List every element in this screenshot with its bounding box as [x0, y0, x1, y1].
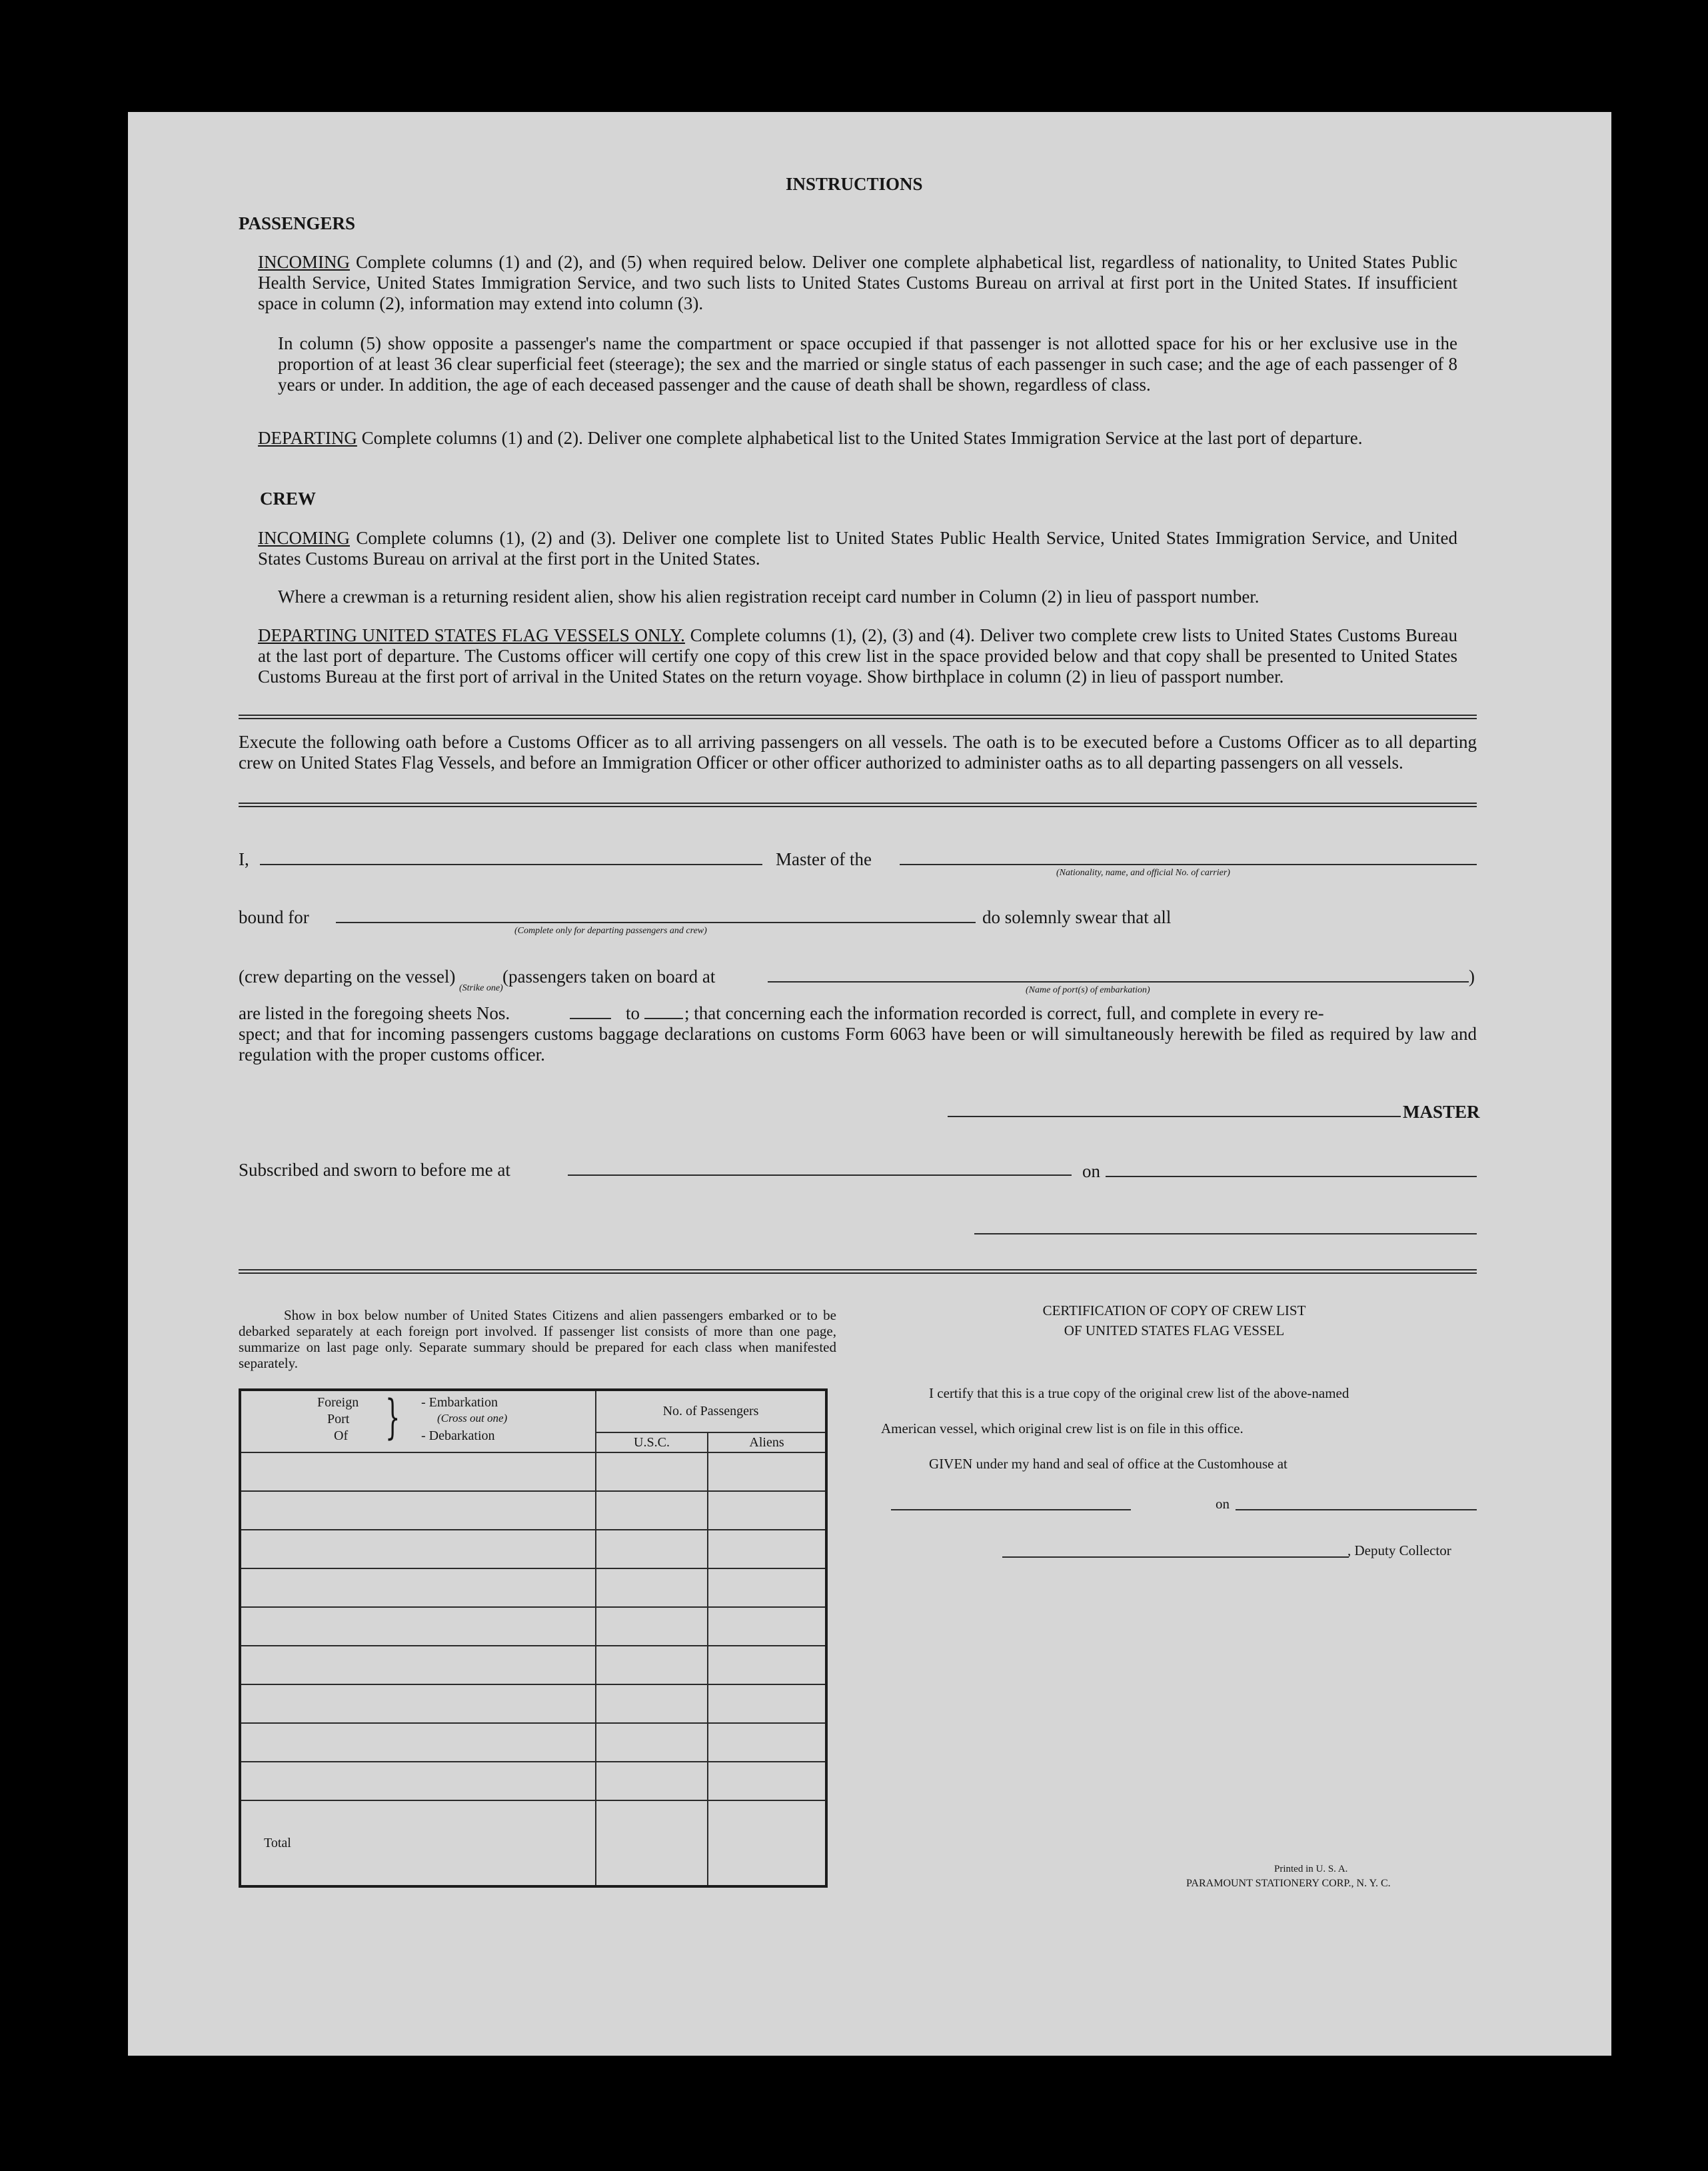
sworn-date-field[interactable]	[1106, 1176, 1477, 1177]
bound-for-field[interactable]	[336, 922, 976, 923]
strike-one-hint: (Strike one)	[459, 983, 503, 993]
debarkation-label: - Debarkation	[421, 1428, 495, 1443]
foreign-port-header	[240, 1390, 596, 1452]
master-name-field[interactable]	[260, 864, 762, 865]
sheets-label-c: ; that concerning each the information recorded is correct, full, and complete in every re-	[684, 1003, 1324, 1023]
aliens-cell[interactable]	[708, 1723, 826, 1762]
passengers-incoming-label: INCOMING	[258, 252, 350, 272]
passengers-departing-text: Complete columns (1) and (2). Deliver one complete alphabetical list to the United States Immigration Service at the last port of departure.	[361, 428, 1363, 448]
usc-cell[interactable]	[596, 1684, 708, 1723]
sheets-label-a: are listed in the foregoing sheets Nos.	[239, 1003, 510, 1023]
printer-name: PARAMOUNT STATIONERY CORP., N. Y. C.	[1186, 1878, 1391, 1889]
embarkation-label: - Embarkation	[421, 1395, 498, 1410]
sheets-text: spect; and that for incoming passengers customs baggage declarations on customs Form 6063 have been or will simultaneously herewith be filed as required by law and regulation with the proper customs officer.	[239, 1024, 1477, 1065]
passengers-departing-paragraph	[258, 428, 1457, 449]
ports-hint: (Name of port(s) of embarkation)	[1026, 985, 1150, 995]
passengers-column5-paragraph: In column (5) show opposite a passenger's name the compartment or space occupied if that passenger is not allotted space for his or her exclusive use in the proportion of at least 36 clear superficial feet (steerage); the sex and the married or single status of each passenger in such case; and the age of each passenger of 8 years or under. In addition, the age of each deceased passenger and the cause of death shall be shown, regardless of class.	[278, 333, 1457, 395]
certification-title-1: CERTIFICATION OF COPY OF CREW LIST	[1042, 1302, 1306, 1318]
passengers-heading: PASSENGERS	[239, 213, 356, 233]
cross-out-hint: (Cross out one)	[437, 1412, 508, 1424]
aliens-cell[interactable]	[708, 1607, 826, 1646]
aliens-cell[interactable]	[708, 1568, 826, 1607]
crew-departing-us-paragraph	[258, 625, 1457, 687]
certify-line-2: American vessel, which original crew list is on file in this office.	[881, 1420, 1244, 1436]
usc-header: U.S.C.	[596, 1432, 708, 1452]
sheets-from-field[interactable]	[570, 1018, 611, 1019]
aliens-cell[interactable]	[708, 1491, 826, 1530]
given-label: GIVEN under my hand and seal of office at the Customhouse at	[929, 1456, 1287, 1472]
sheets-to-field[interactable]	[644, 1018, 683, 1019]
customhouse-field[interactable]	[891, 1509, 1131, 1510]
aliens-total-cell[interactable]	[708, 1800, 826, 1886]
usc-cell[interactable]	[596, 1452, 708, 1491]
subscribed-label: Subscribed and sworn to before me at	[239, 1160, 510, 1180]
crew-incoming-label: INCOMING	[258, 528, 350, 548]
usc-cell[interactable]	[596, 1530, 708, 1568]
foreign-label: Foreign	[317, 1395, 359, 1410]
crew-incoming-paragraph	[258, 528, 1457, 569]
passengers-taken-option: (passengers taken on board at	[502, 967, 716, 987]
sheets-label-b: to	[626, 1003, 640, 1023]
aliens-cell[interactable]	[708, 1530, 826, 1568]
usc-cell[interactable]	[596, 1723, 708, 1762]
port-cell[interactable]	[240, 1723, 596, 1762]
no-of-passengers-header: No. of Passengers	[596, 1390, 826, 1432]
port-cell[interactable]	[240, 1684, 596, 1723]
sworn-on-label: on	[1082, 1161, 1100, 1181]
master-signature-field[interactable]	[948, 1116, 1401, 1117]
aliens-cell[interactable]	[708, 1452, 826, 1491]
carrier-hint: (Nationality, name, and official No. of carrier)	[1056, 868, 1230, 878]
aliens-cell[interactable]	[708, 1684, 826, 1723]
crew-departing-us-label: DEPARTING UNITED STATES FLAG VESSELS ONLY.	[258, 625, 685, 645]
aliens-cell[interactable]	[708, 1646, 826, 1684]
close-paren: )	[1469, 967, 1475, 987]
total-label	[240, 1800, 596, 1886]
usc-cell[interactable]	[596, 1491, 708, 1530]
crew-departing-us-text: Complete columns (1), (2), (3) and (4). Deliver two complete crew lists to United States Customs Bureau at the last port of departure. The Customs officer will certify one copy of this crew list in the space provided below and that copy shall be presented to United States Customs Bureau at the first port of arrival in the United States on the return voyage. Show birthplace in column (2) in lieu of passport number.	[258, 625, 1458, 687]
officer-signature-field[interactable]	[974, 1233, 1477, 1234]
printed-note: Printed in U. S. A.	[1274, 1864, 1348, 1874]
swear-label: do solemnly swear that all	[982, 907, 1172, 927]
brace-glyph: }	[385, 1390, 401, 1444]
port-cell[interactable]	[240, 1762, 596, 1800]
master-of-label: Master of the	[776, 849, 872, 869]
bound-for-hint: (Complete only for departing passengers and crew)	[514, 926, 707, 936]
divider	[239, 1269, 1477, 1274]
certification-date-field[interactable]	[1236, 1509, 1477, 1510]
carrier-field[interactable]	[900, 864, 1477, 865]
aliens-header: Aliens	[708, 1432, 826, 1452]
crew-heading: CREW	[260, 489, 317, 509]
form-page	[128, 112, 1611, 2056]
port-cell[interactable]	[240, 1452, 596, 1491]
crew-incoming-text: Complete columns (1), (2) and (3). Deliver one complete list to United States Public Health Service, United States Immigration Service, and United States Customs Bureau on arrival at the first port in the United States.	[258, 528, 1457, 569]
embarkation-ports-field[interactable]	[768, 981, 1469, 983]
passengers-incoming-text: Complete columns (1) and (2), and (5) when required below. Deliver one complete alphabetical list, regardless of nationality, to United States Public Health Service, United States Immigration Service, and two such lists to United States Customs Bureau on arrival at first port in the United States. If insufficient space in column (2), information may extend into column (3).	[258, 252, 1458, 313]
passenger-summary-table	[239, 1388, 828, 1888]
divider	[239, 715, 1477, 719]
of-label: Of	[334, 1428, 349, 1443]
master-label: MASTER	[1403, 1102, 1480, 1122]
passengers-incoming-paragraph	[258, 252, 1457, 314]
port-cell[interactable]	[240, 1530, 596, 1568]
crew-departing-option: (crew departing on the vessel)	[239, 967, 456, 987]
summary-instructions: Show in box below number of United States Citizens and alien passengers embarked or to be debarked separately at each foreign port involved. If passenger list consists of more than one page, summarize on last page only. Separate summary should be prepared for each class when manifested separately.	[239, 1307, 836, 1371]
aliens-cell[interactable]	[708, 1762, 826, 1800]
certification-title-2: OF UNITED STATES FLAG VESSEL	[1064, 1322, 1285, 1338]
deputy-signature-field[interactable]	[1002, 1556, 1349, 1558]
usc-cell[interactable]	[596, 1762, 708, 1800]
sworn-place-field[interactable]	[568, 1174, 1072, 1176]
divider	[239, 803, 1477, 807]
oath-intro: Execute the following oath before a Customs Officer as to all arriving passengers on all vessels. The oath is to be executed before a Customs Officer as to all departing crew on United States Flag Vessels, and before an Immigration Officer or other officer authorized to administer oaths as to all departing passengers on all vessels.	[239, 732, 1477, 773]
oath-i-label: I,	[239, 849, 249, 869]
usc-cell[interactable]	[596, 1568, 708, 1607]
certification-on-label: on	[1216, 1496, 1230, 1512]
port-cell[interactable]	[240, 1568, 596, 1607]
port-cell[interactable]	[240, 1646, 596, 1684]
port-cell[interactable]	[240, 1491, 596, 1530]
port-cell[interactable]	[240, 1607, 596, 1646]
usc-cell[interactable]	[596, 1607, 708, 1646]
total-text: Total	[264, 1835, 291, 1850]
page-title: INSTRUCTIONS	[786, 174, 923, 194]
port-label: Port	[327, 1412, 350, 1426]
passengers-departing-label: DEPARTING	[258, 428, 357, 448]
usc-cell[interactable]	[596, 1646, 708, 1684]
certify-line-1: I certify that this is a true copy of the original crew list of the above-named	[929, 1385, 1349, 1401]
deputy-collector-label: , Deputy Collector	[1347, 1542, 1451, 1558]
bound-for-label: bound for	[239, 907, 309, 927]
usc-total-cell[interactable]	[596, 1800, 708, 1886]
crew-resident-paragraph: Where a crewman is a returning resident alien, show his alien registration receipt card number in Column (2) in lieu of passport number.	[278, 587, 1260, 607]
